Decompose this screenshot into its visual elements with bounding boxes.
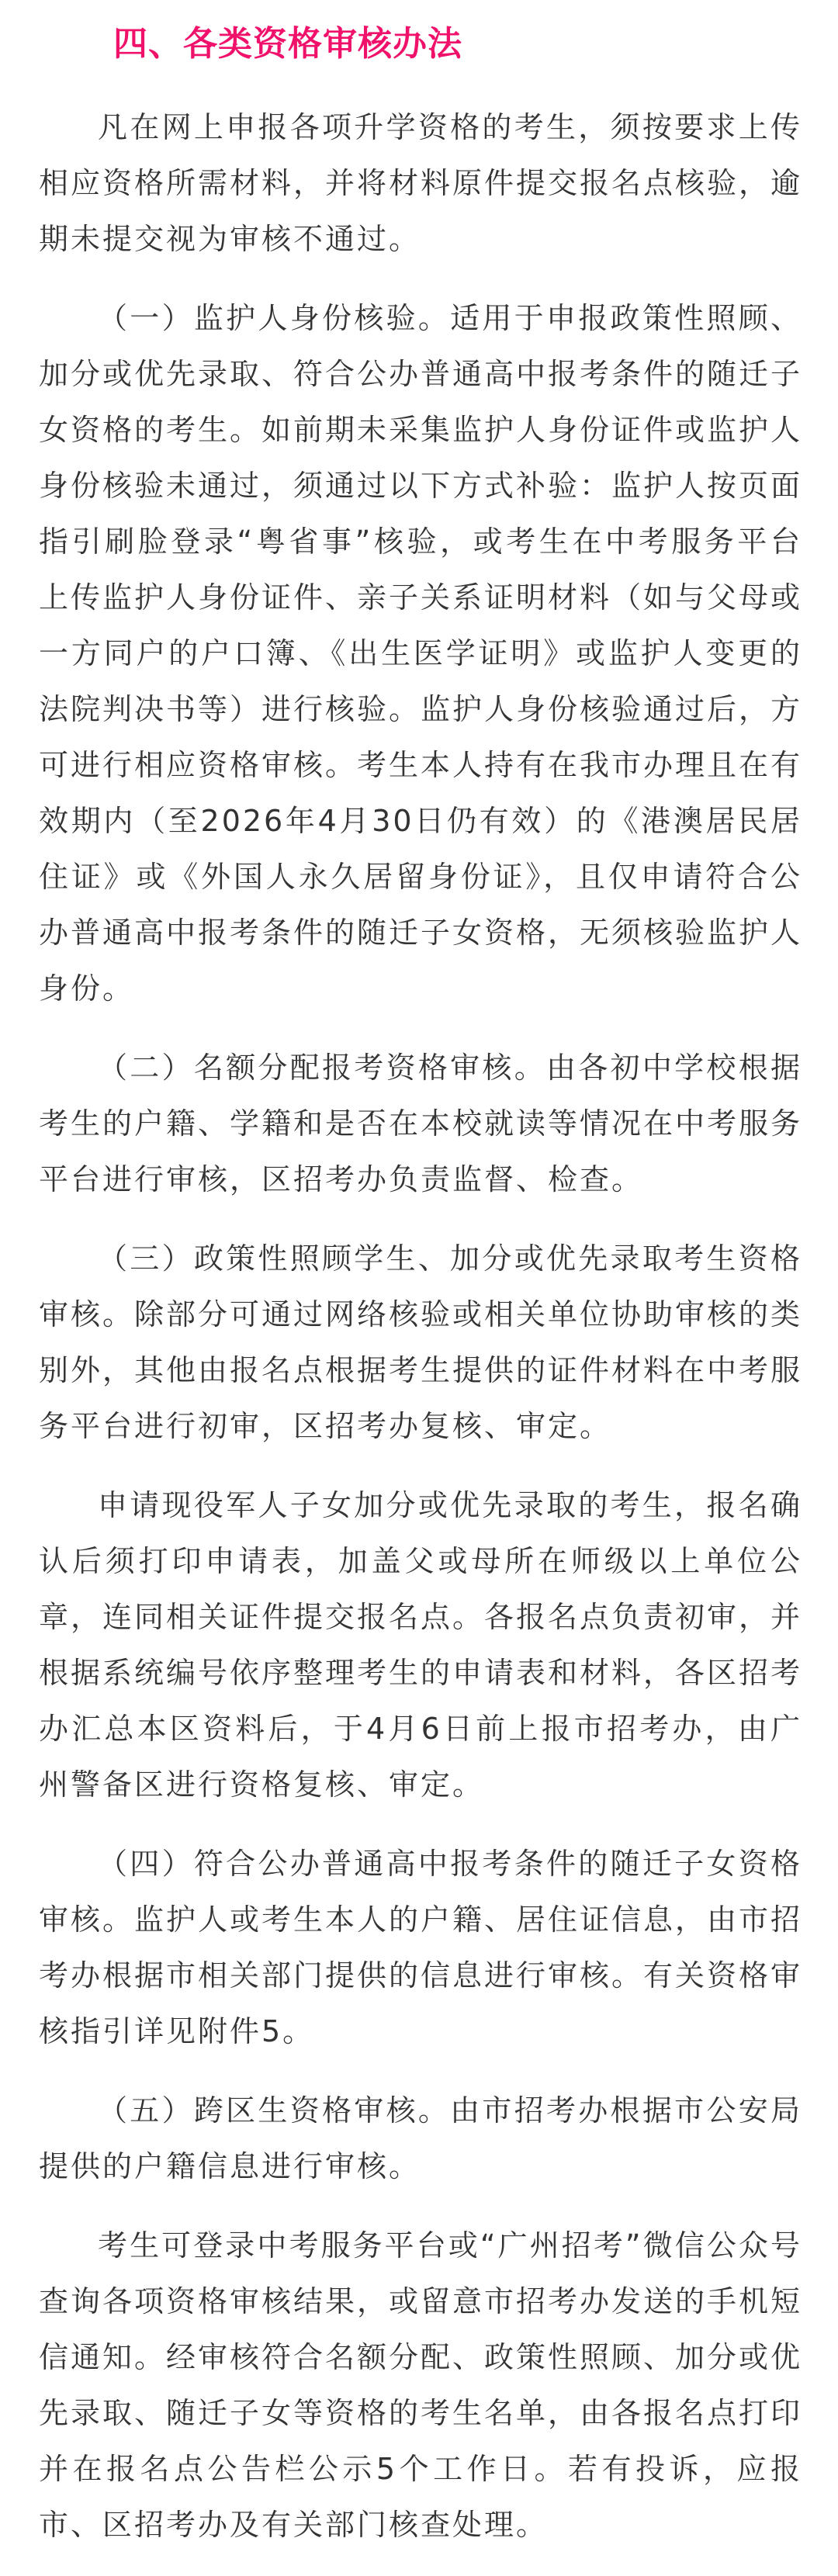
paragraph-quota-allocation: （二）名额分配报考资格审核。由各初中学校根据考生的户籍、学籍和是否在本校就读等情况在中考服务平台进行审核，区招考办负责监督、检查。 xyxy=(39,1051,803,1196)
paragraph-results-query: 考生可登录中考服务平台或“广州招考”微信公众号查询各项资格审核结果，或留意市招考办发送的手机短信通知。经审核符合名额分配、政策性照顾、加分或优先录取、随迁子女等资格的考生名单，由各报名点打印并在报名点公告栏公示5个工作日。若有投诉，应报市、区招考办及有关部门核查处理。 xyxy=(39,2228,803,2542)
paragraph-policy-care: （三）政策性照顾学生、加分或优先录取考生资格审核。除部分可通过网络核验或相关单位协助审核的类别外，其他由报名点根据考生提供的证件材料在中考服务平台进行初审，区招考办复核、审定。 xyxy=(39,1241,803,1443)
paragraph-guardian-verification: （一）监护人身份核验。适用于申报政策性照顾、加分或优先录取、符合公办普通高中报考条件的随迁子女资格的考生。如前期未采集监护人身份证件或监护人身份核验未通过，须通过以下方式补验：监护人按页面指引刷脸登录“粤省事”核验，或考生在中考服务平台上传监护人身份证件、亲子关系证明材料（如与父母或一方同户的户口簿、《出生医学证明》或监护人变更的法院判决书等）进行核验。监护人身份核验通过后，方可进行相应资格审核。考生本人持有在我市办理且在有效期内（至2026年4月30日仍有效）的《港澳居民居住证》或《外国人永久居留身份证》，且仅申请符合公办普通高中报考条件的随迁子女资格，无须核验监护人身份。 xyxy=(39,301,803,1006)
paragraph-cross-district: （五）跨区生资格审核。由市招考办根据市公安局提供的户籍信息进行审核。 xyxy=(39,2093,802,2183)
paragraph-intro: 凡在网上申报各项升学资格的考生，须按要求上传相应资格所需材料，并将材料原件提交报名点核验，逾期未提交视为审核不通过。 xyxy=(39,110,803,256)
paragraph-migrant-children: （四）符合公办普通高中报考条件的随迁子女资格审核。监护人或考生本人的户籍、居住证信息，由市招考办根据市相关部门提供的信息进行审核。有关资格审核指引详见附件5。 xyxy=(39,1847,803,2048)
paragraph-military-children: 申请现役军人子女加分或优先录取的考生，报名确认后须打印申请表，加盖父或母所在师级以上单位公章，连同相关证件提交报名点。各报名点负责初审，并根据系统编号依序整理考生的申请表和材料，各区招考办汇总本区资料后，于4月6日前上报市招考办，由广州警备区进行资格复核、审定。 xyxy=(39,1488,803,1802)
section-title: 四、各类资格审核办法 xyxy=(113,24,462,64)
